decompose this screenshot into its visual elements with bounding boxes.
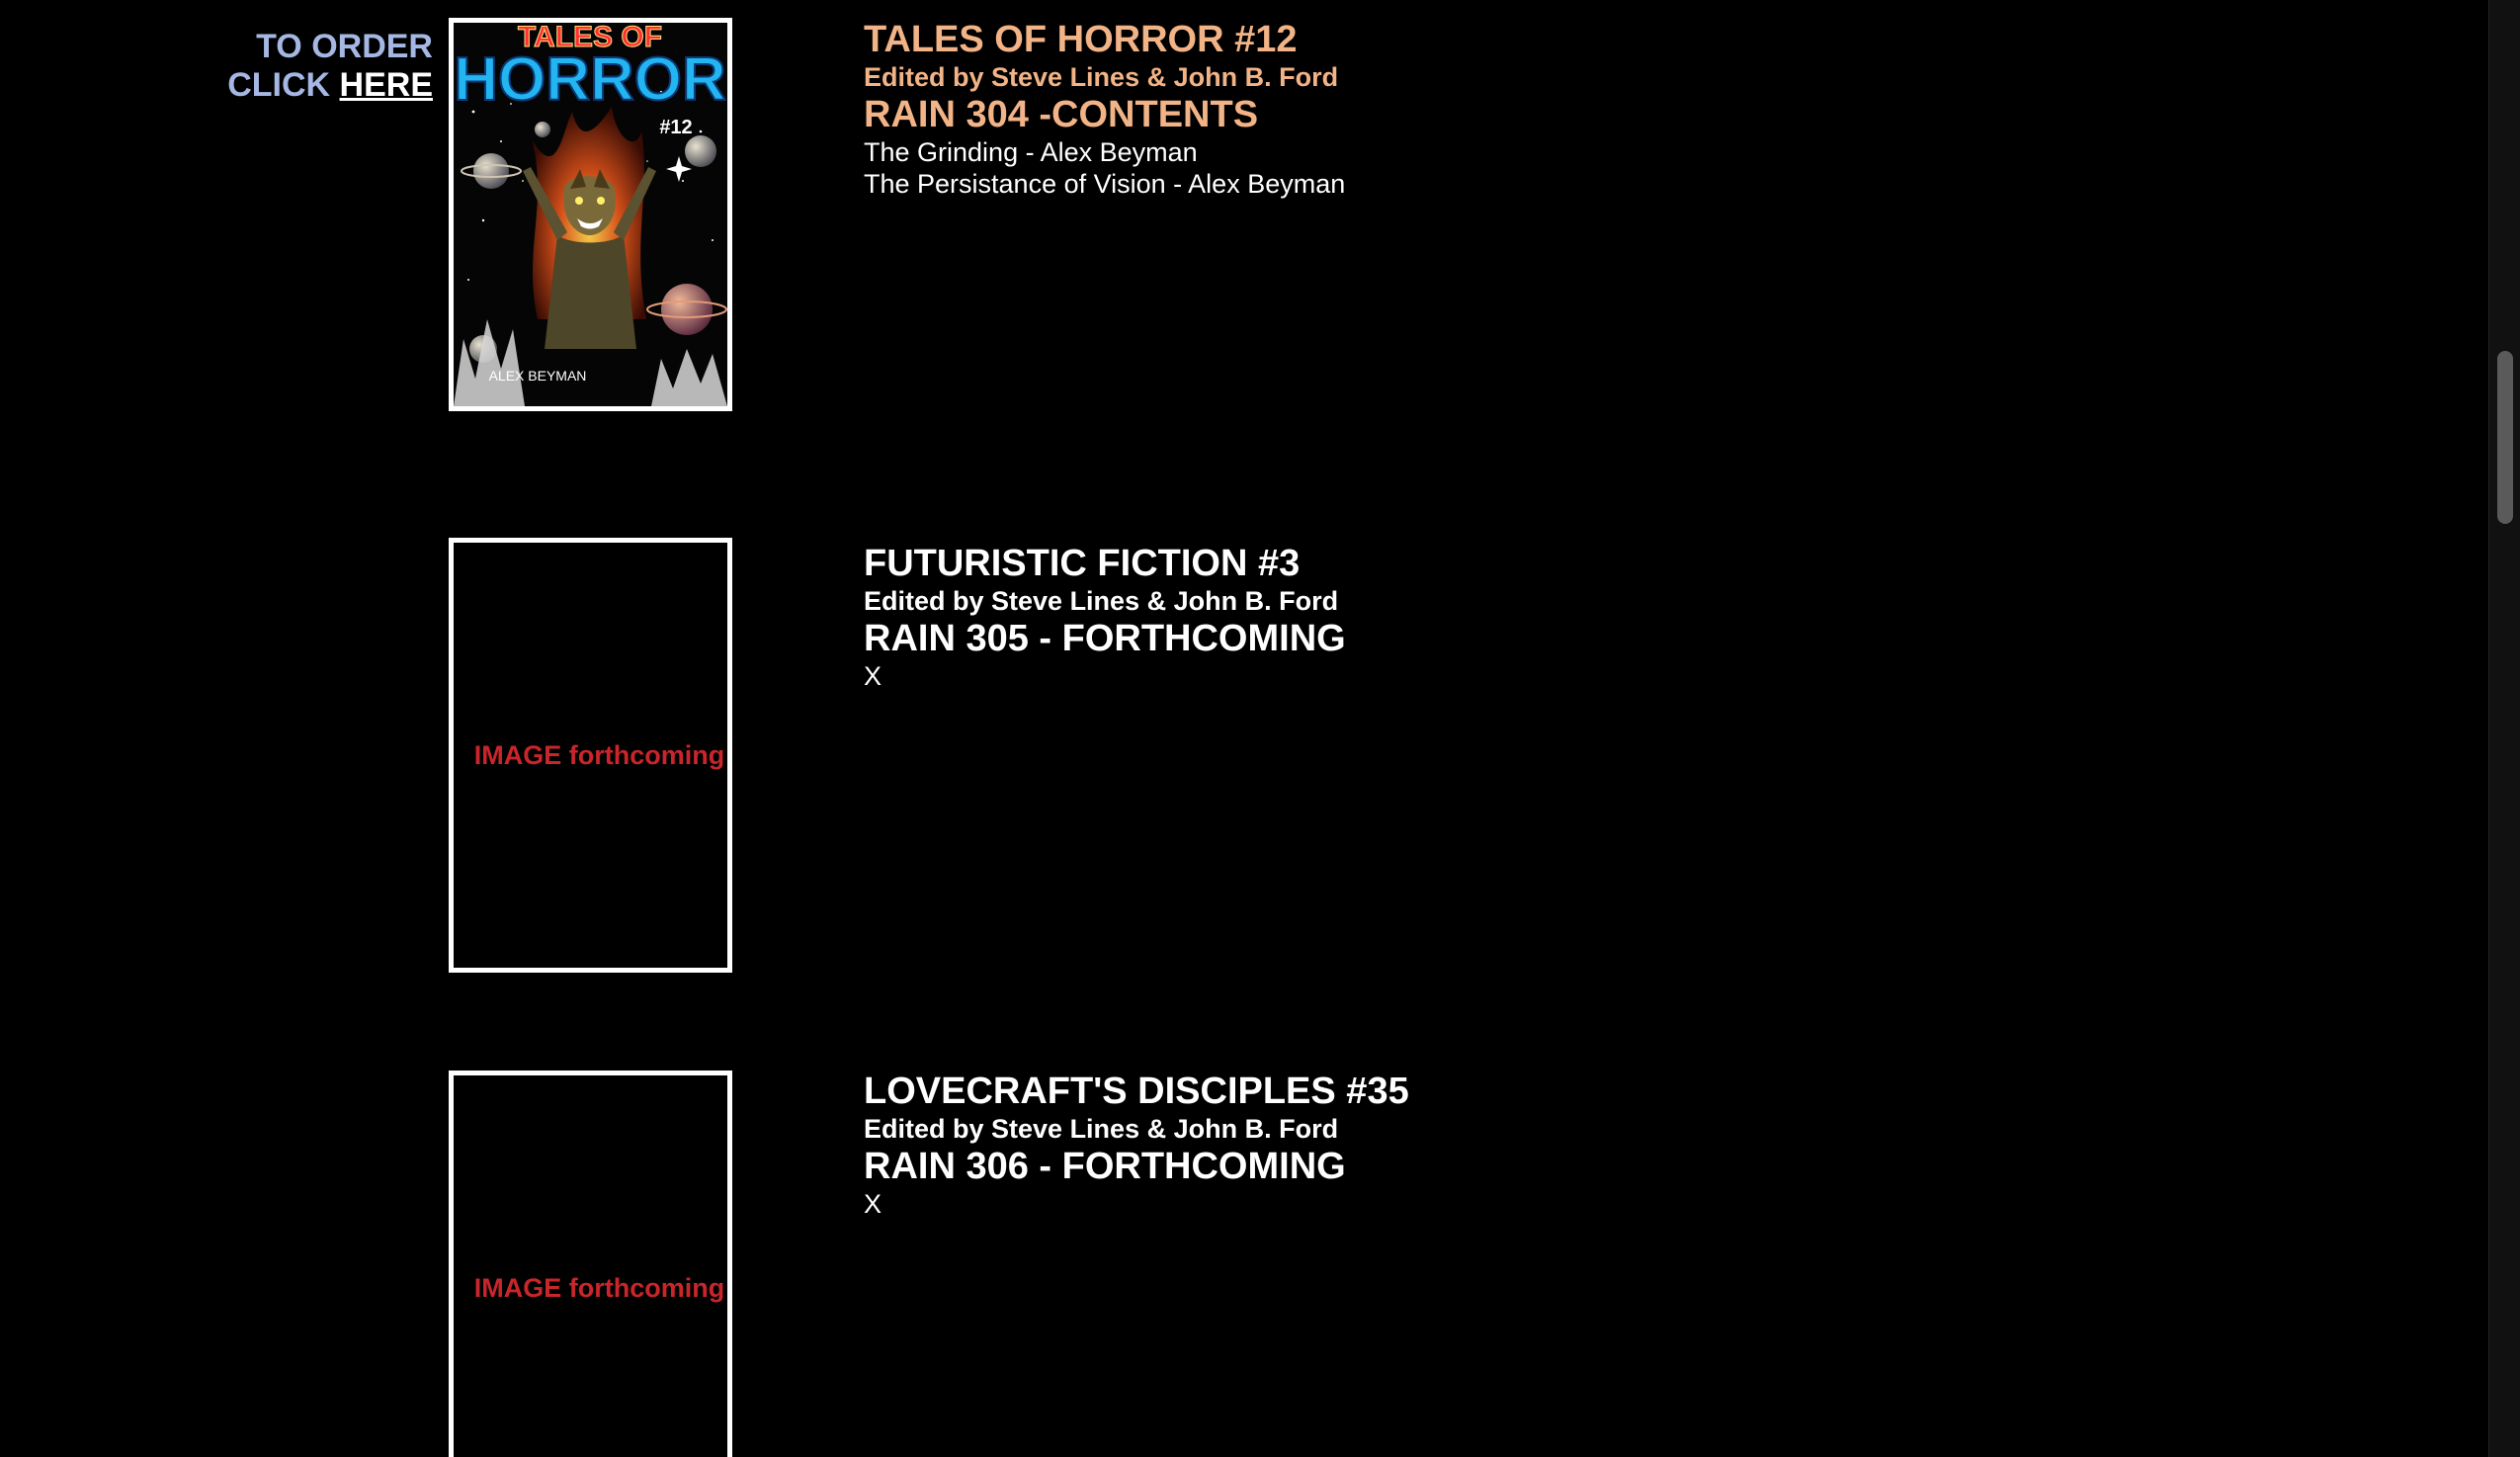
entry-editor: Edited by Steve Lines & John B. Ford (864, 62, 1339, 92)
contents-line: X (864, 661, 882, 691)
contents-line: X (864, 1189, 882, 1219)
entry-code: RAIN 304 -CONTENTS (864, 94, 1259, 135)
cover-author: ALEX BEYMAN (488, 368, 587, 384)
futuristic-fiction-cover-placeholder (449, 538, 732, 973)
order-click-text: CLICK (227, 66, 331, 104)
image-placeholder-text: IMAGE forthcoming (473, 739, 725, 770)
entry-editor: Edited by Steve Lines & John B. Ford (864, 586, 1339, 616)
entry-futuristic-fiction-3 (864, 542, 1346, 692)
entry-lovecrafts-disciples-35 (864, 1070, 1409, 1220)
contents-line: The Grinding - Alex Beyman (864, 137, 1198, 167)
order-line-1: TO ORDER (256, 28, 433, 65)
order-line-2 (178, 66, 433, 105)
entry-code: RAIN 305 - FORTHCOMING (864, 618, 1346, 659)
entry-tales-of-horror-12 (864, 18, 1345, 200)
tales-of-horror-cover (449, 18, 732, 411)
vertical-scrollbar[interactable] (2488, 0, 2520, 1457)
order-box (178, 28, 433, 105)
scrollbar-thumb[interactable] (2497, 351, 2513, 524)
image-placeholder-text: IMAGE forthcoming (473, 1272, 725, 1303)
cover-issue: #12 (659, 117, 693, 138)
lovecrafts-disciples-cover-placeholder (449, 1071, 732, 1457)
cover-illustration (454, 23, 727, 406)
entry-editor: Edited by Steve Lines & John B. Ford (864, 1114, 1339, 1144)
entry-title: LOVECRAFT'S DISCIPLES #35 (864, 1071, 1409, 1112)
entry-code: RAIN 306 - FORTHCOMING (864, 1146, 1346, 1187)
entry-title: FUTURISTIC FICTION #3 (864, 543, 1301, 584)
cover-title-main: HORROR (454, 45, 726, 114)
entry-title: TALES OF HORROR #12 (864, 19, 1298, 60)
cover-title-top: TALES OF (517, 23, 663, 53)
order-here-link[interactable]: HERE (339, 66, 433, 104)
contents-line: The Persistance of Vision - Alex Beyman (864, 169, 1346, 199)
